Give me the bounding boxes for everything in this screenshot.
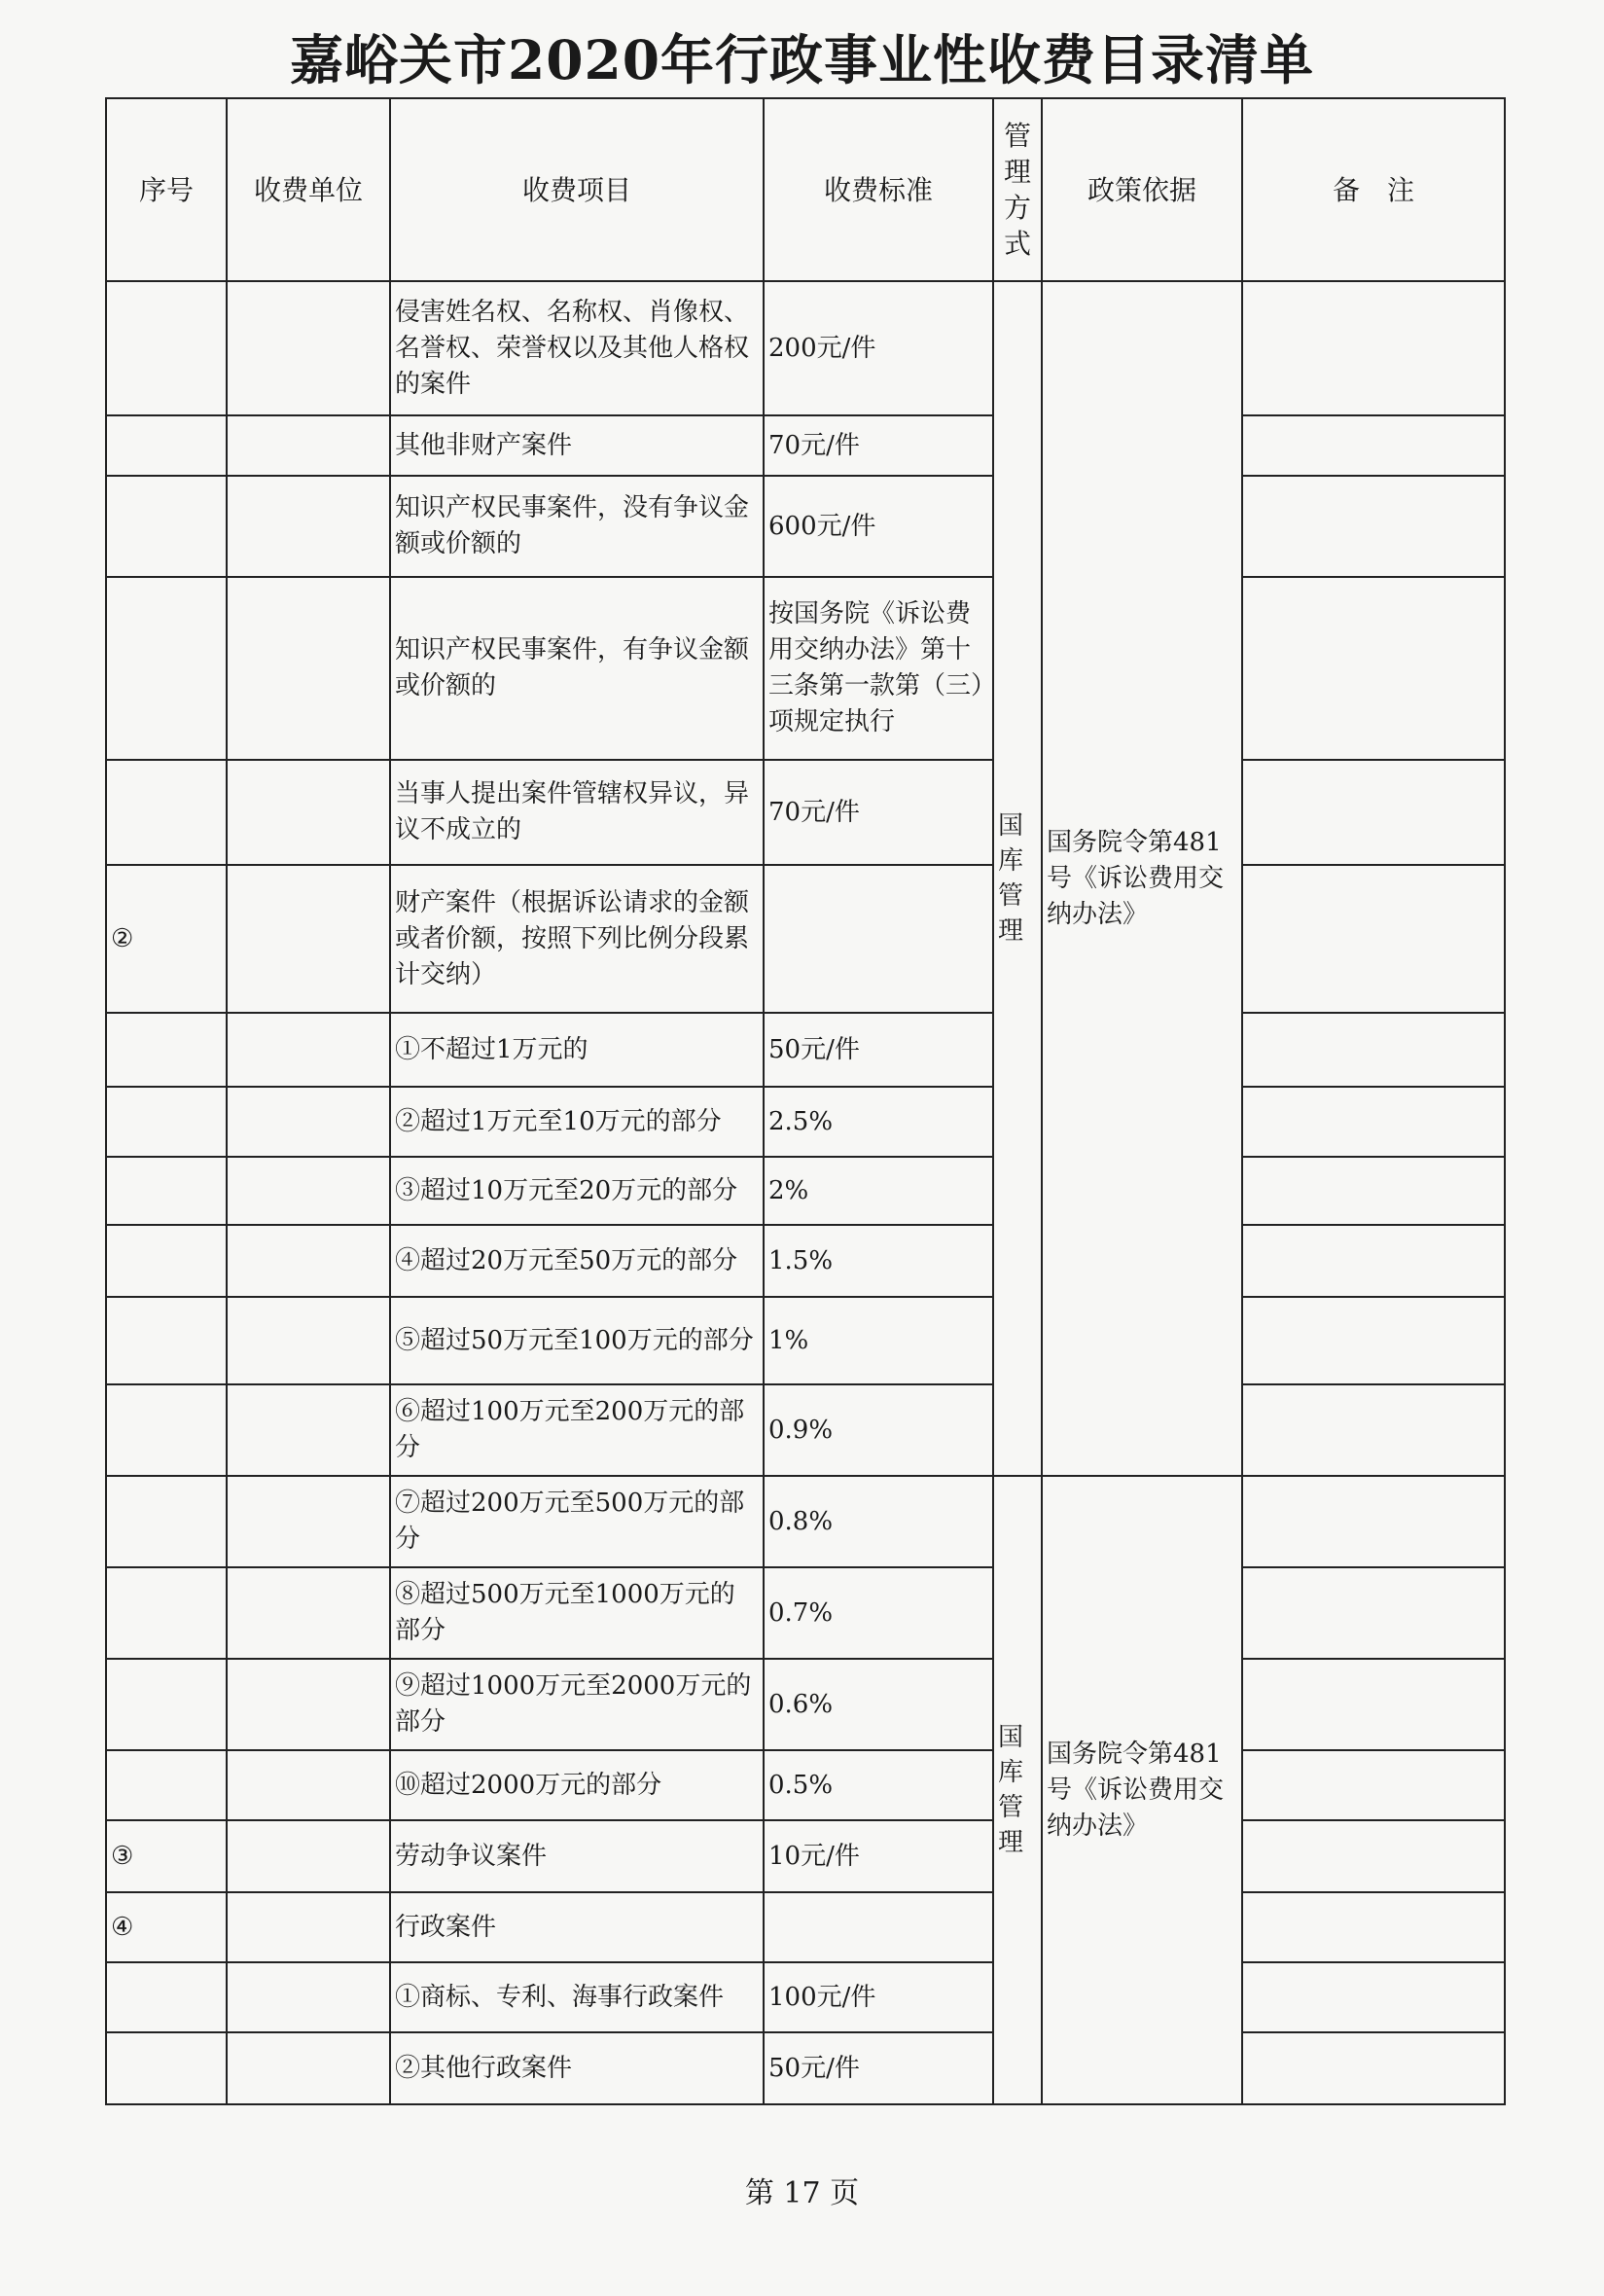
unit-cell <box>227 2032 390 2104</box>
unit-cell <box>227 865 390 1013</box>
table-row <box>106 865 1505 1013</box>
standard-cell <box>764 865 993 1013</box>
remarks-cell <box>1242 1157 1505 1225</box>
unit-cell <box>227 760 390 865</box>
seq-cell <box>106 476 227 577</box>
standard-cell: 50元/件 <box>764 1013 993 1087</box>
management-method-cell: 国库管理 <box>993 281 1042 1476</box>
standard-cell: 0.9% <box>764 1384 993 1476</box>
page-number: 第 17 页 <box>744 2176 860 2210</box>
unit-cell <box>227 1750 390 1820</box>
remarks-cell <box>1242 2032 1505 2104</box>
remarks-cell <box>1242 476 1505 577</box>
table-row <box>106 2032 1505 2104</box>
remarks-cell <box>1242 1962 1505 2032</box>
seq-cell <box>106 1384 227 1476</box>
standard-cell: 100元/件 <box>764 1962 993 2032</box>
seq-cell <box>106 281 227 415</box>
unit-cell <box>227 1892 390 1962</box>
table-row <box>106 1962 1505 2032</box>
seq-cell <box>106 415 227 476</box>
seq-cell <box>106 1476 227 1567</box>
unit-cell <box>227 1157 390 1225</box>
item-cell: 其他非财产案件 <box>390 415 764 476</box>
table-row <box>106 281 1505 415</box>
unit-cell <box>227 1820 390 1892</box>
remarks-cell <box>1242 1476 1505 1567</box>
remarks-cell <box>1242 281 1505 415</box>
remarks-cell <box>1242 1087 1505 1157</box>
item-cell: 行政案件 <box>390 1892 764 1962</box>
remarks-cell <box>1242 1659 1505 1750</box>
table-row <box>106 1013 1505 1087</box>
unit-cell <box>227 1567 390 1659</box>
unit-cell <box>227 1962 390 2032</box>
item-cell: ②超过1万元至10万元的部分 <box>390 1087 764 1157</box>
item-cell: 侵害姓名权、名称权、肖像权、名誉权、荣誉权以及其他人格权的案件 <box>390 281 764 415</box>
header-seq: 序号 <box>106 98 227 281</box>
table-row <box>106 1892 1505 1962</box>
table-row <box>106 415 1505 476</box>
remarks-cell <box>1242 1225 1505 1297</box>
unit-cell <box>227 1087 390 1157</box>
table-row <box>106 1659 1505 1750</box>
seq-cell <box>106 577 227 760</box>
item-cell: ④超过20万元至50万元的部分 <box>390 1225 764 1297</box>
header-policy-basis: 政策依据 <box>1042 98 1242 281</box>
remarks-cell <box>1242 1750 1505 1820</box>
item-cell: ⑨超过1000万元至2000万元的部分 <box>390 1659 764 1750</box>
standard-cell <box>764 1892 993 1962</box>
seq-cell <box>106 1013 227 1087</box>
table-row <box>106 1567 1505 1659</box>
item-cell: ①不超过1万元的 <box>390 1013 764 1087</box>
standard-cell: 2.5% <box>764 1087 993 1157</box>
remarks-cell <box>1242 1384 1505 1476</box>
management-method-cell: 国库管理 <box>993 1476 1042 2104</box>
unit-cell <box>227 577 390 760</box>
table-row <box>106 1225 1505 1297</box>
standard-cell: 50元/件 <box>764 2032 993 2104</box>
table-row <box>106 577 1505 760</box>
remarks-cell <box>1242 1820 1505 1892</box>
standard-cell: 70元/件 <box>764 415 993 476</box>
item-cell: 知识产权民事案件，有争议金额或价额的 <box>390 577 764 760</box>
seq-cell <box>106 760 227 865</box>
item-cell: 劳动争议案件 <box>390 1820 764 1892</box>
remarks-cell <box>1242 415 1505 476</box>
item-cell: ⑤超过50万元至100万元的部分 <box>390 1297 764 1384</box>
table-row <box>106 1750 1505 1820</box>
remarks-cell <box>1242 865 1505 1013</box>
item-cell: ⑩超过2000万元的部分 <box>390 1750 764 1820</box>
policy-basis-cell: 国务院令第481号《诉讼费用交纳办法》 <box>1042 1476 1242 2104</box>
table-row <box>106 476 1505 577</box>
header-unit: 收费单位 <box>227 98 390 281</box>
item-cell: 财产案件（根据诉讼请求的金额或者价额，按照下列比例分段累计交纳） <box>390 865 764 1013</box>
header-remarks: 备 注 <box>1242 98 1505 281</box>
item-cell: 当事人提出案件管辖权异议，异议不成立的 <box>390 760 764 865</box>
item-cell: ②其他行政案件 <box>390 2032 764 2104</box>
seq-cell <box>106 1087 227 1157</box>
standard-cell: 1% <box>764 1297 993 1384</box>
remarks-cell <box>1242 1892 1505 1962</box>
item-cell: ①商标、专利、海事行政案件 <box>390 1962 764 2032</box>
table-row <box>106 1820 1505 1892</box>
seq-cell: ③ <box>106 1820 227 1892</box>
item-cell: ③超过10万元至20万元的部分 <box>390 1157 764 1225</box>
table-row <box>106 1087 1505 1157</box>
standard-cell: 600元/件 <box>764 476 993 577</box>
seq-cell <box>106 1157 227 1225</box>
remarks-cell <box>1242 1567 1505 1659</box>
standard-cell: 1.5% <box>764 1225 993 1297</box>
unit-cell <box>227 1659 390 1750</box>
unit-cell <box>227 1297 390 1384</box>
standard-cell: 10元/件 <box>764 1820 993 1892</box>
item-cell: 知识产权民事案件，没有争议金额或价额的 <box>390 476 764 577</box>
seq-cell <box>106 1225 227 1297</box>
item-cell: ⑦超过200万元至500万元的部分 <box>390 1476 764 1567</box>
unit-cell <box>227 281 390 415</box>
remarks-cell <box>1242 577 1505 760</box>
standard-cell: 0.8% <box>764 1476 993 1567</box>
seq-cell <box>106 1567 227 1659</box>
unit-cell <box>227 1013 390 1087</box>
seq-cell <box>106 1962 227 2032</box>
standard-cell: 0.6% <box>764 1659 993 1750</box>
unit-cell <box>227 415 390 476</box>
table-header-row <box>106 98 1505 281</box>
page-title: 嘉峪关市2020年行政事业性收费目录清单 <box>289 28 1315 91</box>
standard-cell: 0.7% <box>764 1567 993 1659</box>
header-management-method: 管 理 方 式 <box>993 98 1042 281</box>
unit-cell <box>227 476 390 577</box>
remarks-cell <box>1242 1013 1505 1087</box>
standard-cell: 70元/件 <box>764 760 993 865</box>
standard-cell: 200元/件 <box>764 281 993 415</box>
header-item: 收费项目 <box>390 98 764 281</box>
table-row <box>106 1297 1505 1384</box>
seq-cell <box>106 1750 227 1820</box>
header-standard: 收费标准 <box>764 98 993 281</box>
unit-cell <box>227 1225 390 1297</box>
remarks-cell <box>1242 1297 1505 1384</box>
seq-cell: ④ <box>106 1892 227 1962</box>
fee-catalog-table <box>105 97 1506 2105</box>
table-row <box>106 1384 1505 1476</box>
seq-cell <box>106 1297 227 1384</box>
standard-cell: 按国务院《诉讼费用交纳办法》第十三条第一款第（三）项规定执行 <box>764 577 993 760</box>
seq-cell: ② <box>106 865 227 1013</box>
seq-cell <box>106 2032 227 2104</box>
standard-cell: 2% <box>764 1157 993 1225</box>
table-row <box>106 1157 1505 1225</box>
item-cell: ⑥超过100万元至200万元的部分 <box>390 1384 764 1476</box>
unit-cell <box>227 1476 390 1567</box>
seq-cell <box>106 1659 227 1750</box>
item-cell: ⑧超过500万元至1000万元的部分 <box>390 1567 764 1659</box>
standard-cell: 0.5% <box>764 1750 993 1820</box>
table-row <box>106 760 1505 865</box>
table-row <box>106 1476 1505 1567</box>
policy-basis-cell: 国务院令第481号《诉讼费用交纳办法》 <box>1042 281 1242 1476</box>
remarks-cell <box>1242 760 1505 865</box>
unit-cell <box>227 1384 390 1476</box>
